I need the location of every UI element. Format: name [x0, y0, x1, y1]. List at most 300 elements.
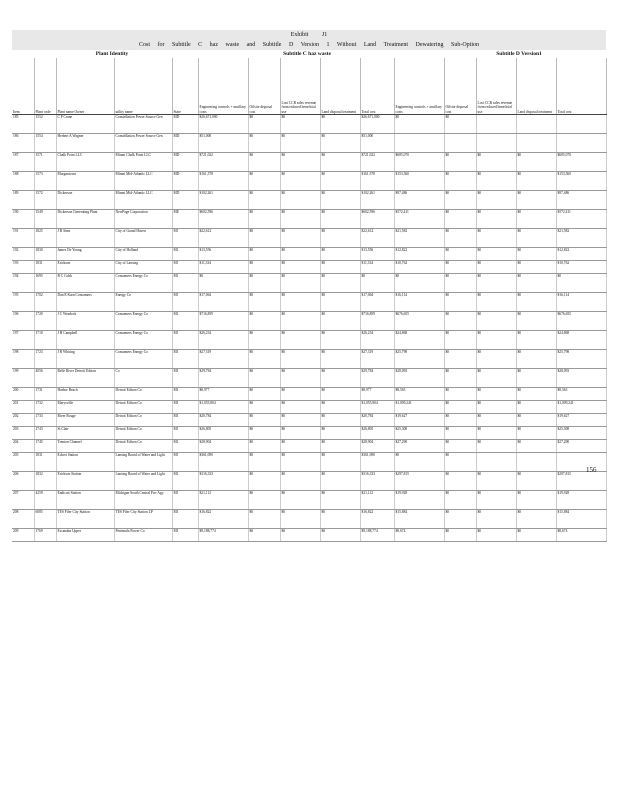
table-cell: Consumers Energy Co	[114, 350, 172, 369]
exhibit-number: J1	[321, 32, 328, 38]
table-cell: $0	[516, 248, 556, 261]
table-cell: C P Crane	[56, 115, 114, 134]
column-header: Engineering controls + ancillary costs	[394, 58, 444, 115]
band-subtitle-c: Subtitle C haz waste	[283, 51, 331, 57]
table-cell: $602,596	[360, 210, 394, 229]
table-cell: $0	[248, 153, 280, 172]
table-cell	[556, 115, 606, 134]
table-cell: MD	[172, 172, 198, 191]
table-cell: Detroit Edison Co	[114, 440, 172, 453]
table-cell: $0	[444, 172, 476, 191]
table-cell: $0	[320, 491, 360, 510]
column-header: Plant code	[34, 58, 56, 115]
column-header: Engineering controls + ancillary costs	[198, 58, 248, 115]
table-cell: MI	[172, 472, 198, 491]
table-cell: $0	[444, 388, 476, 401]
table-cell: $0	[516, 510, 556, 529]
table-cell: MI	[172, 414, 198, 427]
table-cell: $21,582	[556, 229, 606, 248]
table-cell: $0	[248, 312, 280, 331]
table-cell: $0	[444, 191, 476, 210]
table-cell: $0	[280, 491, 320, 510]
table-cell: $0	[476, 293, 516, 312]
table-cell: $0	[476, 510, 516, 529]
table-cell: $0	[280, 134, 320, 153]
table-cell: $0	[320, 529, 360, 542]
table-cell: 188	[12, 172, 34, 191]
table-cell: $8,977	[198, 388, 248, 401]
table-cell: $0	[476, 191, 516, 210]
table-cell: 186	[12, 134, 34, 153]
table-cell: 193	[12, 261, 34, 274]
table-cell: 201	[12, 401, 34, 414]
table-cell: 185	[12, 115, 34, 134]
table-row	[12, 427, 606, 440]
table-cell: $8,563	[394, 388, 444, 401]
table-cell: $0	[280, 191, 320, 210]
table-cell: $20,784	[360, 414, 394, 427]
table-cell: 190	[12, 210, 34, 229]
table-cell: $0	[360, 274, 394, 293]
table-cell: $0	[476, 153, 516, 172]
table-cell: $25,798	[556, 350, 606, 369]
table-cell	[394, 134, 444, 153]
table-cell: Co	[114, 369, 172, 388]
table-cell: 1825	[34, 229, 56, 248]
table-cell: $27,290	[556, 440, 606, 453]
table-cell: 202	[12, 414, 34, 427]
table-cell: $0	[280, 274, 320, 293]
table-cell: $0	[320, 453, 360, 472]
table-cell: $0	[248, 388, 280, 401]
table-cell: Herbert A Wagner	[56, 134, 114, 153]
table-cell: Energy Co	[114, 293, 172, 312]
column-bands	[12, 50, 606, 58]
table-cell: Belle River Detroit Edison	[56, 369, 114, 388]
table-cell: $0	[476, 414, 516, 427]
table-cell: $29,784	[198, 369, 248, 388]
table-cell: $0	[516, 191, 556, 210]
table-cell: 194	[12, 274, 34, 293]
table-cell: $51,000	[198, 134, 248, 153]
table-cell: $0	[320, 331, 360, 350]
table-cell: Erickson	[56, 261, 114, 274]
table-cell: $0	[280, 229, 320, 248]
table-cell: Eckert Station	[56, 453, 114, 472]
table-cell: $26,805	[198, 427, 248, 440]
table-cell: $17,064	[198, 293, 248, 312]
table-cell: 1731	[34, 388, 56, 401]
column-header: Offsite disposal cost	[444, 58, 476, 115]
table-cell: $161,578	[360, 172, 394, 191]
table-cell: $0	[280, 440, 320, 453]
table-cell: Detroit Edison Co	[114, 388, 172, 401]
table-cell: Dan E Karn Consumers	[56, 293, 114, 312]
table-cell: $0	[444, 401, 476, 414]
table-cell: $0	[248, 369, 280, 388]
table-cell: 207	[12, 491, 34, 510]
table-cell: $0	[320, 134, 360, 153]
table-cell: $0	[516, 274, 556, 293]
table-cell: $0	[320, 350, 360, 369]
table-cell: MD	[172, 191, 198, 210]
table-cell: $8,674	[394, 529, 444, 542]
table-cell: $102,261	[360, 191, 394, 210]
table-cell: $0	[516, 312, 556, 331]
table-cell: $0	[476, 472, 516, 491]
table-cell: MD	[172, 115, 198, 134]
table-cell: 1573	[34, 172, 56, 191]
table-cell: Mirant Chalk Point LLC	[114, 153, 172, 172]
table-cell: $19,627	[394, 414, 444, 427]
table-cell: $0	[516, 153, 556, 172]
table-cell: $153,560	[556, 172, 606, 191]
table-cell: Lansing Board of Water and Light	[114, 472, 172, 491]
table-cell: $0	[444, 414, 476, 427]
table-cell: $0	[248, 331, 280, 350]
table-cell: 196	[12, 312, 34, 331]
table-row	[12, 261, 606, 274]
table-cell: $0	[476, 388, 516, 401]
table-cell: Endicott Station	[56, 491, 114, 510]
table-cell: 4056	[34, 369, 56, 388]
table-cell: $16,114	[394, 293, 444, 312]
table-cell: $0	[444, 312, 476, 331]
table-cell: $0	[444, 529, 476, 542]
table-cell: 199	[12, 369, 34, 388]
table-cell: Constellation Power Source Gen	[114, 134, 172, 153]
table-cell: $16,114	[556, 293, 606, 312]
table-cell: $0	[280, 153, 320, 172]
table-cell	[476, 134, 516, 153]
table-cell: $0	[444, 229, 476, 248]
table-cell: $0	[248, 134, 280, 153]
table-cell: $0	[280, 331, 320, 350]
table-cell	[556, 134, 606, 153]
table-cell: $51,000	[360, 134, 394, 153]
table-cell: $21,112	[360, 491, 394, 510]
table-cell: $28,093	[556, 369, 606, 388]
table-cell	[516, 453, 556, 472]
table-cell: $8,674	[556, 529, 606, 542]
table-cell: $0	[320, 414, 360, 427]
table-cell: $0	[280, 427, 320, 440]
table-cell: $16,822	[360, 510, 394, 529]
table-cell: $29,784	[360, 369, 394, 388]
table-cell: $716,859	[198, 312, 248, 331]
table-row	[12, 491, 606, 510]
table-cell: $0	[516, 369, 556, 388]
table-cell: Detroit Edison Co	[114, 401, 172, 414]
table-cell: $0	[280, 388, 320, 401]
table-cell: 1710	[34, 331, 56, 350]
table-cell: 195	[12, 293, 34, 312]
table-cell: Detroit Edison Co	[114, 414, 172, 427]
table-cell: $0	[516, 401, 556, 414]
table-cell: $25,798	[394, 350, 444, 369]
table-cell: $0	[516, 210, 556, 229]
table-cell: $0	[444, 115, 476, 134]
table-cell: $0	[320, 369, 360, 388]
table-cell: Trenton Channel	[56, 440, 114, 453]
table-cell: 204	[12, 440, 34, 453]
table-cell: $0	[248, 401, 280, 414]
table-cell: $25,308	[394, 427, 444, 440]
table-header	[12, 58, 606, 115]
table-cell: $0	[516, 388, 556, 401]
column-header: Lost CCR sales revenue from reduced beneficial use	[280, 58, 320, 115]
table-cell: $0	[280, 248, 320, 261]
table-cell	[476, 453, 516, 472]
table-cell: $0	[248, 229, 280, 248]
table-cell: Detroit Edison Co	[114, 427, 172, 440]
table-cell: City of Lansing	[114, 261, 172, 274]
table-cell: Mirant Mid-Atlantic LLC	[114, 191, 172, 210]
table-cell: MI	[172, 331, 198, 350]
table-row	[12, 401, 606, 414]
table-cell: $0	[476, 312, 516, 331]
table-cell: $102,261	[198, 191, 248, 210]
table-cell: $28,904	[198, 440, 248, 453]
table-cell: $0	[248, 248, 280, 261]
table-cell: 1554	[34, 134, 56, 153]
table-cell: $0	[476, 229, 516, 248]
table-cell: Harbor Beach	[56, 388, 114, 401]
table-cell: NewPage Corporation	[114, 210, 172, 229]
table-row	[12, 248, 606, 261]
table-cell: $0	[248, 453, 280, 472]
table-cell: $0	[516, 440, 556, 453]
table-cell: $17,064	[360, 293, 394, 312]
column-header: Land disposal treatment	[320, 58, 360, 115]
table-cell: Morgantown	[56, 172, 114, 191]
table-cell: 209	[12, 529, 34, 542]
band-subtitle-d: Subtitle D Version1	[496, 51, 542, 57]
table-cell: MI	[172, 388, 198, 401]
table-cell: $0	[248, 350, 280, 369]
table-cell: $0	[248, 210, 280, 229]
table-cell: $0	[280, 453, 320, 472]
table-cell: $0	[280, 115, 320, 134]
table-cell: Consumers Energy Co	[114, 331, 172, 350]
table-cell: MI	[172, 350, 198, 369]
table-cell: J B Sims	[56, 229, 114, 248]
column-header: Offsite disposal cost	[248, 58, 280, 115]
table-cell: $16,822	[198, 510, 248, 529]
table-cell	[444, 134, 476, 153]
table-cell: $0	[394, 274, 444, 293]
table-cell: $0	[444, 331, 476, 350]
table-cell: Michigan South Central Pwr Agy	[114, 491, 172, 510]
column-header: Item	[12, 58, 34, 115]
table-cell: $19,928	[394, 491, 444, 510]
table-cell: $0	[280, 172, 320, 191]
table-cell: $676,655	[556, 312, 606, 331]
table-cell: $0	[320, 274, 360, 293]
table-cell: MI	[172, 440, 198, 453]
table-cell: $0	[320, 153, 360, 172]
table-cell: $0	[248, 414, 280, 427]
table-cell: B C Cobb	[56, 274, 114, 293]
table-row	[12, 453, 606, 472]
table-cell: $0	[516, 350, 556, 369]
table-cell: $0	[476, 210, 516, 229]
exhibit-title	[12, 30, 606, 40]
table-cell: $12,822	[394, 248, 444, 261]
table-cell: $0	[248, 472, 280, 491]
table-row	[12, 414, 606, 427]
table-cell: MI	[172, 510, 198, 529]
table-cell: $1,055,804	[360, 401, 394, 414]
table-cell	[476, 115, 516, 134]
table-row	[12, 115, 606, 134]
table-cell: MI	[172, 274, 198, 293]
table-cell: $0	[320, 115, 360, 134]
band-plant-identity: Plant Identity	[95, 51, 129, 57]
table-row	[12, 331, 606, 350]
table-cell: $361,090	[198, 453, 248, 472]
table-cell: $26,671,000	[360, 115, 394, 134]
table-cell: $0	[444, 453, 476, 472]
table-cell: $0	[476, 331, 516, 350]
table-cell: $0	[248, 529, 280, 542]
table-cell: $97,486	[394, 191, 444, 210]
column-header: Lost CCR sales revenue from reduced beneficial use	[476, 58, 516, 115]
table-cell: $161,578	[198, 172, 248, 191]
table-cell: 1572	[34, 191, 56, 210]
table-cell: 1831	[34, 453, 56, 472]
table-cell: $10,762	[556, 261, 606, 274]
table-cell: $0	[198, 274, 248, 293]
table-cell: J R Whiting	[56, 350, 114, 369]
table-cell: River Rouge	[56, 414, 114, 427]
table-cell: Dickerson	[56, 191, 114, 210]
table-cell: $0	[476, 350, 516, 369]
table-cell: $0	[444, 472, 476, 491]
table-cell: $602,596	[198, 210, 248, 229]
table-cell: $0	[248, 191, 280, 210]
table-cell: $316,333	[360, 472, 394, 491]
table-cell: $97,486	[556, 191, 606, 210]
table-cell: 1743	[34, 427, 56, 440]
table-cell: $21,112	[198, 491, 248, 510]
table-cell: 1831	[34, 261, 56, 274]
table-cell: $572,411	[556, 210, 606, 229]
table-cell: $0	[280, 350, 320, 369]
table-cell: $0	[444, 274, 476, 293]
table-cell: $0	[320, 312, 360, 331]
table-cell: $20,784	[198, 414, 248, 427]
table-cell	[556, 453, 606, 472]
table-cell: $297,815	[556, 472, 606, 491]
table-cell: $0	[476, 529, 516, 542]
table-cell: Marysville	[56, 401, 114, 414]
table-cell: $0	[516, 331, 556, 350]
table-cell: MD	[172, 153, 198, 172]
table-cell: $22,612	[360, 229, 394, 248]
table-cell: $19,627	[556, 414, 606, 427]
table-cell: 187	[12, 153, 34, 172]
table-cell: Peninsula Power Co	[114, 529, 172, 542]
table-cell: Consumers Energy Co	[114, 274, 172, 293]
table-cell: $28,093	[394, 369, 444, 388]
table-cell: 206	[12, 472, 34, 491]
table-cell: MI	[172, 369, 198, 388]
table-cell: $0	[320, 427, 360, 440]
table-cell: 1723	[34, 350, 56, 369]
table-cell: $0	[516, 472, 556, 491]
table-cell: $676,655	[394, 312, 444, 331]
table-cell: Escanaba Upper	[56, 529, 114, 542]
table-cell: 198	[12, 350, 34, 369]
table-cell: $12,822	[556, 248, 606, 261]
table-row	[12, 153, 606, 172]
table-row	[12, 440, 606, 453]
table-cell: $0	[476, 401, 516, 414]
table-cell: $9,188,774	[360, 529, 394, 542]
table-cell: 1720	[34, 312, 56, 331]
table-cell	[516, 134, 556, 153]
table-caption: Cost for Subtitle C haz waste and Subtitle D Version 1 Without Land Treatment Dewatering Sub-Option	[12, 40, 606, 50]
table-cell: $685,070	[394, 153, 444, 172]
table-cell: 189	[12, 191, 34, 210]
table-cell: $15,884	[556, 510, 606, 529]
table-cell: MI	[172, 293, 198, 312]
table-cell: $0	[516, 491, 556, 510]
table-cell: 200	[12, 388, 34, 401]
table-cell: $0	[280, 529, 320, 542]
table-cell: $0	[320, 172, 360, 191]
table-cell: 1571	[34, 153, 56, 172]
table-cell: $0	[516, 529, 556, 542]
table-row	[12, 293, 606, 312]
table-cell: $0	[248, 274, 280, 293]
table-cell: City of Holland	[114, 248, 172, 261]
table-row	[12, 172, 606, 191]
table-cell: $27,290	[394, 440, 444, 453]
table-cell: $0	[248, 172, 280, 191]
table-cell: $0	[476, 440, 516, 453]
table-cell: $0	[444, 491, 476, 510]
table-cell: $1,055,804	[198, 401, 248, 414]
table-cell: $0	[516, 172, 556, 191]
table-cell: $0	[248, 261, 280, 274]
table-cell: $0	[444, 293, 476, 312]
table-row	[12, 134, 606, 153]
table-cell: $0	[280, 261, 320, 274]
column-header: Plant name Owner	[56, 58, 114, 115]
table-cell: MI	[172, 261, 198, 274]
table-cell: $0	[280, 312, 320, 331]
table-cell: $0	[248, 440, 280, 453]
table-cell: Mirant Mid-Atlantic LLC	[114, 172, 172, 191]
table-cell: $0	[476, 491, 516, 510]
table-cell: $0	[476, 172, 516, 191]
table-cell: $361,090	[360, 453, 394, 472]
table-cell: $0	[394, 115, 444, 134]
table-cell: J H Campbell	[56, 331, 114, 350]
table-cell: 203	[12, 427, 34, 440]
table-cell: Lansing Board of Water and Light	[114, 453, 172, 472]
table-row	[12, 388, 606, 401]
table-cell: $27,319	[198, 350, 248, 369]
table-cell: James De Young	[56, 248, 114, 261]
table-cell: $0	[444, 510, 476, 529]
table-cell: 1695	[34, 274, 56, 293]
table-cell: $0	[320, 229, 360, 248]
table-cell: $0	[444, 440, 476, 453]
table-row	[12, 229, 606, 248]
